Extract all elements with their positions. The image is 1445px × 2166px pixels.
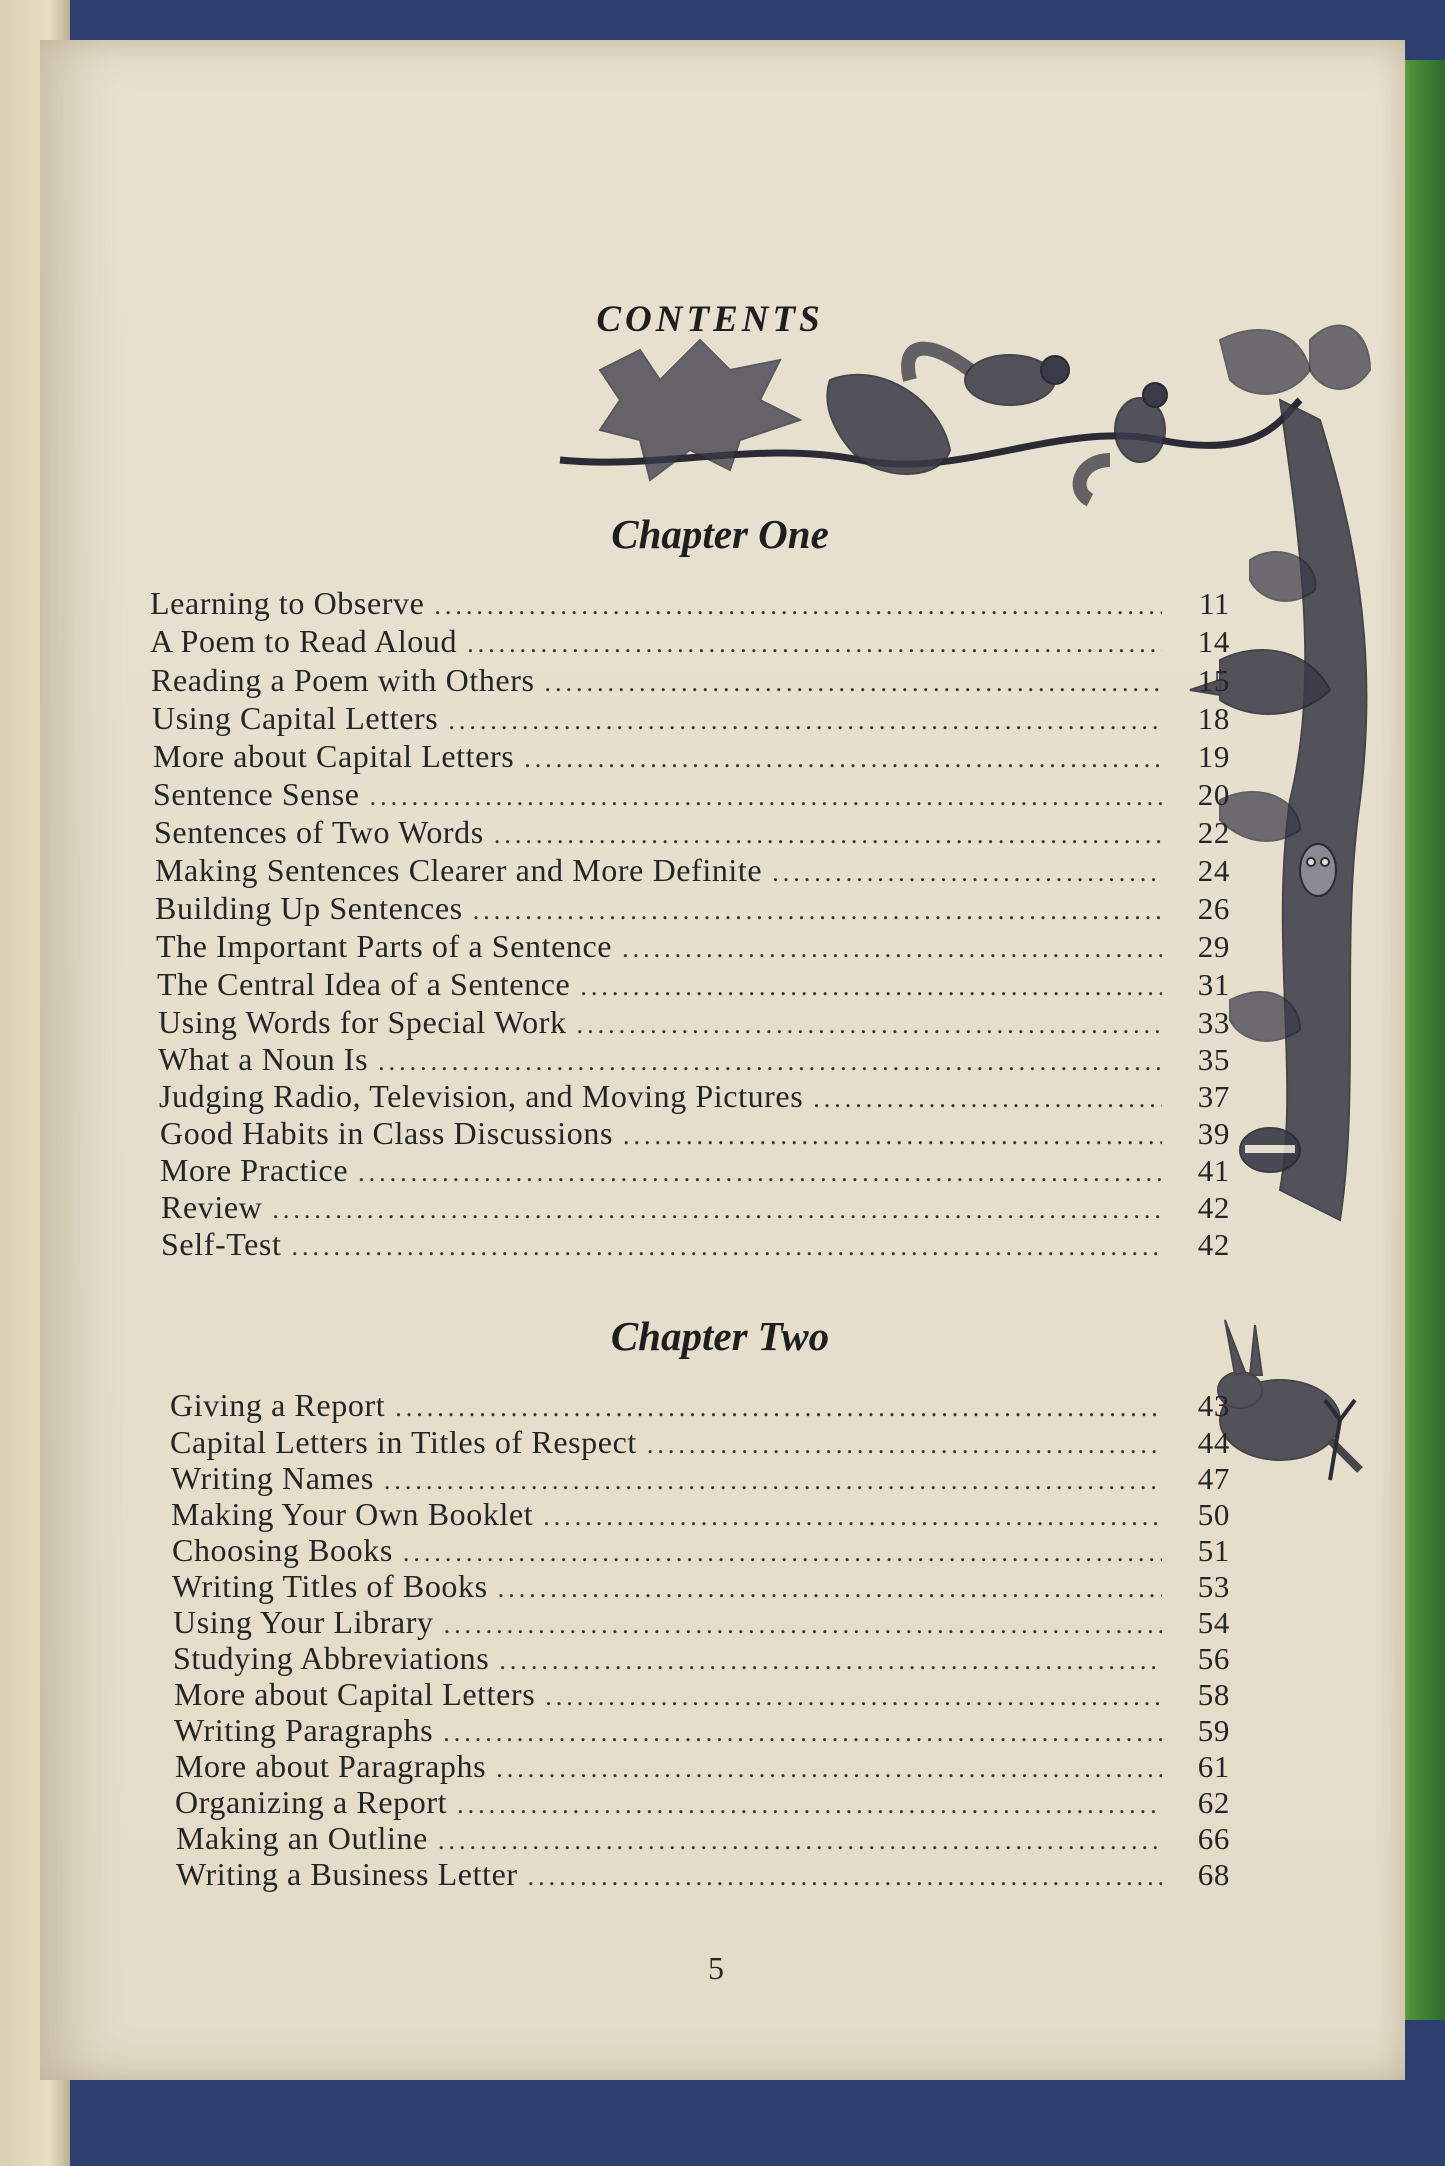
toc-entry[interactable] [151,662,1230,700]
toc-entry[interactable] [153,776,1230,814]
toc-entry[interactable] [150,585,1230,623]
toc-leader-dots [577,1010,1162,1040]
toc-entry-title: Using Your Library [173,1604,434,1640]
toc-entry-page: 59 [1197,1713,1230,1748]
toc-leader-dots [528,1862,1162,1892]
toc-entry-page: 42 [1197,1190,1230,1225]
toc-entry[interactable] [157,966,1230,1004]
toc-entry-title: Building Up Sentences [155,890,463,926]
toc-entry-title: Giving a Report [170,1387,386,1423]
raccoon-icon [1240,1128,1300,1172]
toc-entry[interactable] [170,1424,1230,1462]
toc-entry-page: 51 [1197,1533,1230,1568]
toc-entry-title: Capital Letters in Titles of Respect [170,1424,637,1460]
toc-leader-dots [434,591,1162,621]
toc-entry-title: A Poem to Read Aloud [150,623,458,659]
toc-entry-title: Studying Abbreviations [173,1640,490,1676]
toc-entry-title: Making an Outline [176,1820,428,1856]
toc-entry-page: 39 [1197,1116,1230,1151]
toc-entry[interactable] [161,1189,1230,1227]
toc-leader-dots [358,1158,1162,1188]
toc-leader-dots [623,1121,1162,1151]
toc-leader-dots [272,1195,1162,1225]
toc-leader-dots [438,1826,1162,1856]
toc-leader-dots [496,1754,1162,1784]
toc-entry-title: Writing Titles of Books [172,1568,488,1604]
toc-leader-dots [384,1466,1162,1496]
toc-entry-title: Writing a Business Letter [176,1856,518,1892]
toc-leader-dots [443,1718,1162,1748]
toc-entry-title: Making Sentences Clearer and More Definite [155,852,763,888]
contents-title: CONTENTS [596,299,824,340]
toc-entry[interactable] [171,1496,1230,1534]
book-page [40,40,1405,2080]
toc-entry-page: 24 [1197,853,1230,888]
toc-leader-dots [545,668,1162,698]
toc-leader-dots [647,1430,1162,1460]
toc-leader-dots [545,1682,1162,1712]
toc-leader-dots [499,1646,1162,1676]
toc-entry-title: Writing Names [171,1460,374,1496]
toc-entry-page: 44 [1197,1425,1230,1460]
toc-entry-page: 41 [1197,1153,1230,1188]
toc-entry[interactable] [155,890,1230,928]
toc-entry[interactable] [158,1041,1230,1079]
toc-entry-page: 54 [1197,1605,1230,1640]
toc-leader-dots [403,1538,1162,1568]
squirrel-icon [1080,383,1167,500]
toc-entry[interactable] [171,1460,1230,1498]
toc-entry-title: Self-Test [161,1226,282,1262]
toc-entry-title: Organizing a Report [175,1784,448,1820]
toc-entry[interactable] [159,1078,1230,1116]
toc-entry[interactable] [176,1820,1230,1858]
owl-icon [1300,844,1336,896]
toc-entry-page: 68 [1197,1857,1230,1892]
chapter-two-heading: Chapter Two [610,1313,830,1359]
toc-entry[interactable] [160,1115,1230,1153]
toc-leader-dots [772,858,1162,888]
toc-leader-dots [448,706,1162,736]
squirrel-icon [908,349,1069,405]
toc-entry-title: Making Your Own Booklet [171,1496,534,1532]
toc-entry-page: 14 [1197,624,1230,659]
toc-entry-page: 11 [1198,586,1230,621]
toc-leader-dots [498,1574,1162,1604]
toc-entry-page: 62 [1197,1785,1230,1820]
toc-leader-dots [444,1610,1162,1640]
toc-entry-title: Reading a Poem with Others [151,662,535,698]
toc-entry[interactable] [174,1712,1230,1750]
toc-entry[interactable] [170,1387,1230,1425]
toc-leader-dots [395,1393,1162,1423]
toc-entry-title: Review [161,1189,263,1225]
toc-entry[interactable] [154,814,1230,852]
toc-leader-dots [291,1232,1162,1262]
toc-leader-dots [457,1790,1162,1820]
toc-entry-title: Choosing Books [172,1532,393,1568]
toc-entry-title: The Central Idea of a Sentence [157,966,571,1002]
toc-entry-page: 42 [1197,1227,1230,1262]
toc-entry-title: Writing Paragraphs [174,1712,434,1748]
toc-entry-title: More about Paragraphs [175,1748,487,1784]
toc-entry-page: 61 [1197,1749,1230,1784]
toc-entry-title: More about Capital Letters [153,738,515,774]
toc-entry-page: 18 [1197,701,1230,736]
toc-entry[interactable] [150,623,1230,661]
toc-entry[interactable] [174,1676,1230,1714]
toc-entry-title: Using Capital Letters [152,700,439,736]
toc-entry[interactable] [155,852,1230,890]
toc-entry[interactable] [176,1856,1230,1894]
toc-entry[interactable] [175,1784,1230,1822]
toc-entry-title: Good Habits in Class Discussions [160,1115,613,1151]
toc-entry-page: 29 [1197,929,1230,964]
toc-entry[interactable] [175,1748,1230,1786]
toc-entry[interactable] [161,1226,1230,1264]
toc-entry-title: Judging Radio, Television, and Moving Pictures [159,1078,804,1114]
chapter-one-heading: Chapter One [611,511,829,557]
toc-leader-dots [543,1502,1162,1532]
toc-entry[interactable] [173,1604,1230,1642]
toc-entry-page: 20 [1197,777,1230,812]
toc-leader-dots [524,744,1162,774]
toc-entry-page: 19 [1197,739,1230,774]
toc-entry-page: 22 [1197,815,1230,850]
page-number: 5 [708,1950,724,1986]
toc-entry-title: Learning to Observe [150,585,425,621]
toc-entry-page: 50 [1197,1497,1230,1532]
toc-entry-page: 43 [1197,1388,1230,1423]
toc-entry-title: Sentences of Two Words [154,814,484,850]
toc-entry[interactable] [160,1152,1230,1190]
toc-entry-title: Sentence Sense [153,776,360,812]
toc-leader-dots [813,1084,1162,1114]
toc-entry[interactable] [156,928,1230,966]
toc-leader-dots [378,1047,1162,1077]
toc-entry-page: 58 [1197,1677,1230,1712]
toc-entry-page: 15 [1197,663,1230,698]
toc-entry-page: 66 [1197,1821,1230,1856]
toc-entry[interactable] [153,738,1230,776]
toc-entry-page: 33 [1197,1005,1230,1040]
toc-entry[interactable] [152,700,1230,738]
toc-entry[interactable] [172,1532,1230,1570]
toc-leader-dots [622,934,1162,964]
toc-entry-title: More Practice [160,1152,349,1188]
toc-entry-title: More about Capital Letters [174,1676,536,1712]
toc-entry-page: 56 [1197,1641,1230,1676]
toc-entry-page: 53 [1197,1569,1230,1604]
toc-leader-dots [580,972,1162,1002]
toc-leader-dots [370,782,1162,812]
toc-leader-dots [467,629,1162,659]
toc-entry-page: 37 [1197,1079,1230,1114]
toc-entry-page: 47 [1197,1461,1230,1496]
toc-entry-page: 26 [1197,891,1230,926]
toc-entry-title: The Important Parts of a Sentence [156,928,613,964]
toc-leader-dots [473,896,1162,926]
toc-entry[interactable] [172,1568,1230,1606]
toc-entry[interactable] [158,1004,1230,1042]
toc-entry-title: Using Words for Special Work [158,1004,567,1040]
toc-entry[interactable] [173,1640,1230,1678]
toc-entry-title: What a Noun Is [158,1041,369,1077]
toc-entry-page: 35 [1197,1042,1230,1077]
toc-leader-dots [494,820,1162,850]
toc-entry-page: 31 [1197,967,1230,1002]
